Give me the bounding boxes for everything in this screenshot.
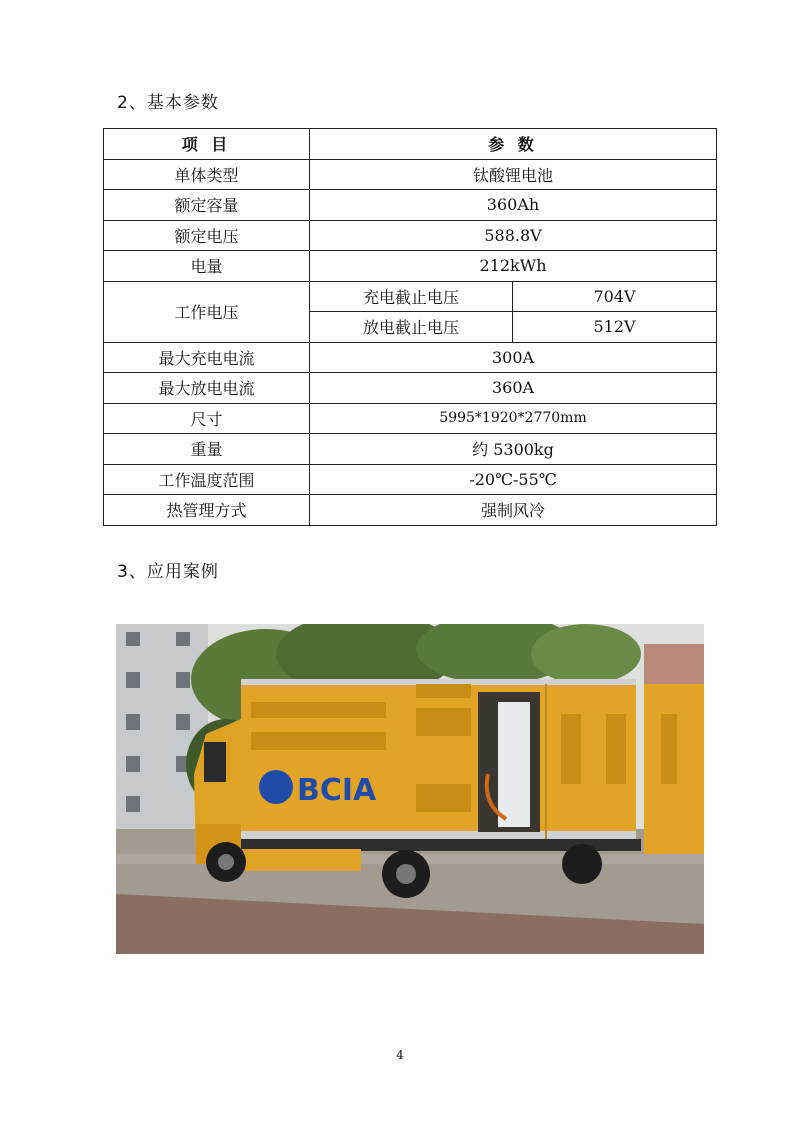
table-row <box>104 464 717 495</box>
row-value: 强制风冷 <box>310 495 717 526</box>
row-value: 5995*1920*2770mm <box>310 403 717 434</box>
row-value: 212kWh <box>310 251 717 282</box>
row-value: 300A <box>310 342 717 373</box>
truck-photo <box>116 624 704 954</box>
row-label: 重量 <box>104 434 310 465</box>
row-value: 360Ah <box>310 190 717 221</box>
row-label: 电量 <box>104 251 310 282</box>
row-label: 工作电压 <box>104 281 310 342</box>
row-value: 约 5300kg <box>310 434 717 465</box>
truck-illustration <box>116 624 704 954</box>
table-row <box>104 251 717 282</box>
table-row <box>104 159 717 190</box>
row-label: 额定电压 <box>104 220 310 251</box>
table-row <box>104 342 717 373</box>
sub-label: 放电截止电压 <box>310 312 513 343</box>
parameter-table <box>103 128 717 526</box>
row-value: 360A <box>310 373 717 404</box>
row-label: 最大充电电流 <box>104 342 310 373</box>
row-value: 钛酸锂电池 <box>310 159 717 190</box>
row-label: 工作温度范围 <box>104 464 310 495</box>
row-value: -20℃-55℃ <box>310 464 717 495</box>
table-row <box>104 190 717 221</box>
table-row <box>104 495 717 526</box>
section-2-heading: 2、基本参数 <box>117 93 219 113</box>
truck-logo-text: BCIA <box>297 773 377 808</box>
header-item: 项 目 <box>104 129 310 160</box>
row-label: 尺寸 <box>104 403 310 434</box>
row-label: 单体类型 <box>104 159 310 190</box>
row-label: 额定容量 <box>104 190 310 221</box>
row-value: 588.8V <box>310 220 717 251</box>
table-row <box>104 281 717 312</box>
sub-label: 充电截止电压 <box>310 281 513 312</box>
sub-value: 704V <box>513 281 717 312</box>
header-param: 参 数 <box>310 129 717 160</box>
table-row <box>104 434 717 465</box>
table-header-row <box>104 129 717 160</box>
table-row <box>104 220 717 251</box>
section-3-heading: 3、应用案例 <box>117 562 219 582</box>
row-label: 最大放电电流 <box>104 373 310 404</box>
table-row <box>104 373 717 404</box>
page-number: 4 <box>396 1048 404 1062</box>
row-label: 热管理方式 <box>104 495 310 526</box>
sub-value: 512V <box>513 312 717 343</box>
table-row <box>104 403 717 434</box>
